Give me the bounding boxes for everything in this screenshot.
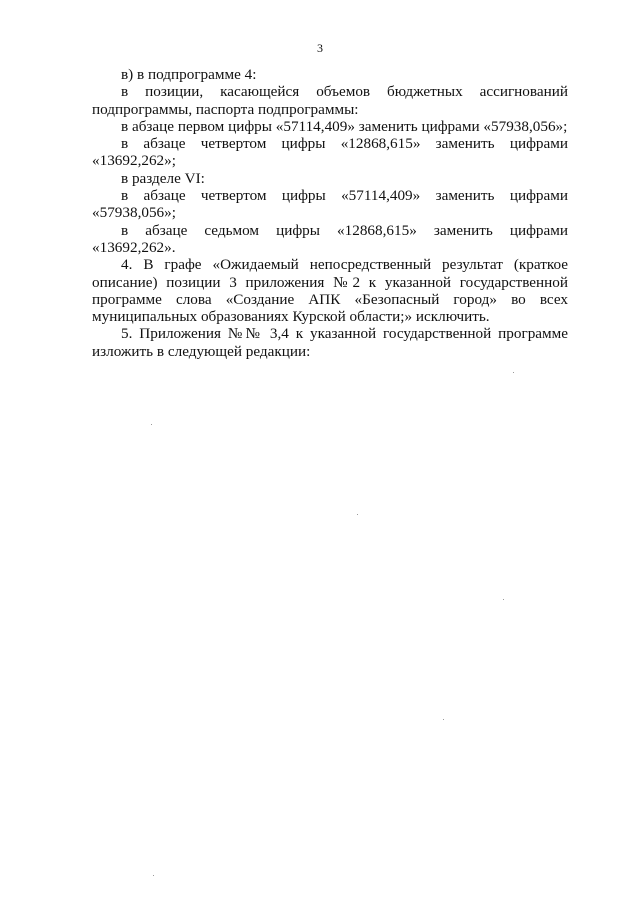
paragraph-fourth-abzac-line2: «13692,262»;	[92, 152, 176, 170]
scan-speck	[513, 372, 514, 373]
scan-speck	[151, 424, 152, 425]
paragraph-item-4: 4. В графе «Ожидаемый непосредственный результат (краткое описание) позиции 3 приложения №2 к указанной государственной программе слова «Создание АПК «Безопасный город» во всех муниципальных образованиях Курской области;» исключить.	[92, 256, 568, 326]
scan-speck	[153, 875, 154, 876]
paragraph-item-5: 5. Приложения №№ 3,4 к указанной государственной программе изложить в следующей редакции:	[92, 325, 568, 360]
paragraph-section-vi: в разделе VI:	[121, 169, 205, 187]
paragraph-fourth-abzac-line1: в абзаце четвертом цифры «12868,615» заменить цифрами	[121, 135, 568, 153]
scan-speck	[443, 719, 444, 720]
paragraph-position-budget-line1: в позиции, касающейся объемов бюджетных ассигнований	[121, 83, 568, 101]
page-number: 3	[317, 41, 323, 55]
paragraph-seventh-abzac-line1: в абзаце седьмом цифры «12868,615» заменить цифрами	[121, 221, 568, 239]
paragraph-section-vi-fourth-line2: «57938,056»;	[92, 204, 176, 222]
paragraph-seventh-abzac-line2: «13692,262».	[92, 238, 176, 256]
scan-speck	[357, 514, 358, 515]
paragraph-subprogram-4: в) в подпрограмме 4:	[121, 66, 257, 83]
paragraph-section-vi-fourth-line1: в абзаце четвертом цифры «57114,409» заменить цифрами	[121, 187, 568, 205]
document-body	[92, 66, 568, 360]
paragraph-position-budget-line2: подпрограммы, паспорта подпрограммы:	[92, 100, 359, 118]
scan-speck	[503, 599, 504, 600]
paragraph-first-abzac: в абзаце первом цифры «57114,409» заменить цифрами «57938,056»;	[121, 117, 568, 135]
